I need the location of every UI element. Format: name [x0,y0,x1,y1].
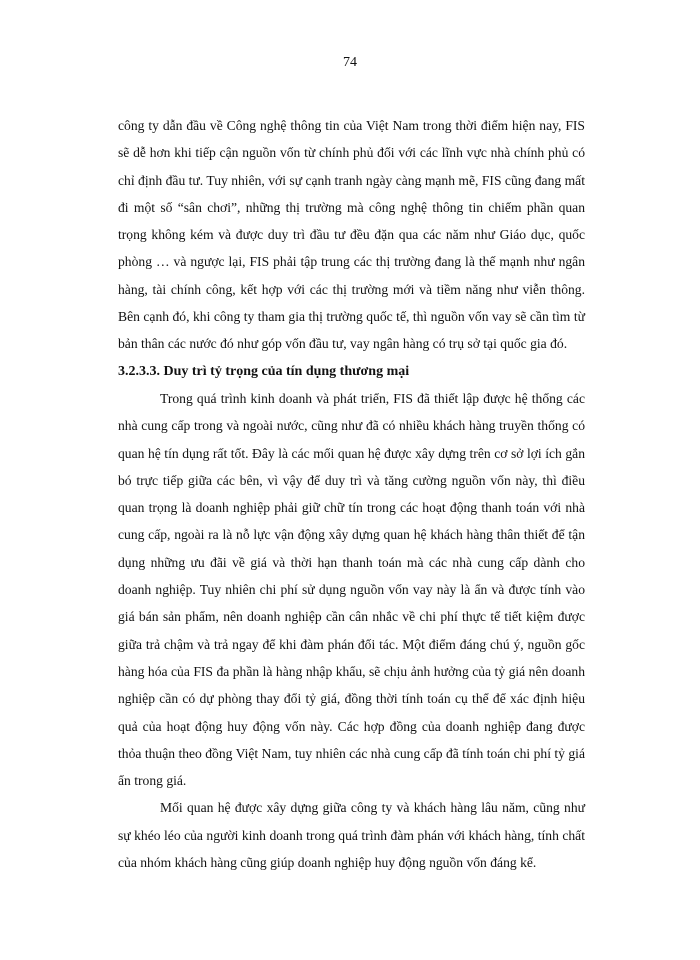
page-number: 74 [343,55,357,70]
body-paragraph-2: Trong quá trình kinh doanh và phát triển, FIS đã thiết lập được hệ thống các nhà cung cấp trong và ngoài nước, cũng như đã có nhiều khách hàng truyền thống có quan hệ tín dụng rất tốt. Đây là các mối quan hệ được xây dựng trên cơ sở lợi ích gắn bó trực tiếp giữa các bên, vì vậy để duy trì và tăng cường nguồn vốn này, thì điều quan trọng là doanh nghiệp phải giữ chữ tín trong các hoạt động thanh toán với nhà cung cấp, ngoài ra là nỗ lực vận động xây dựng quan hệ khách hàng thân thiết để tận dụng những ưu đãi về giá và thời hạn thanh toán mà các nhà cung cấp dành cho doanh nghiệp. Tuy nhiên chi phí sử dụng nguồn vốn vay này là ẩn và được tính vào giá bán sản phẩm, nên doanh nghiệp cần cân nhắc về chi phí thực tế tiết kiệm được giữa trả chậm và trả ngay để khi đàm phán đối tác. Một điểm đáng chú ý, nguồn gốc hàng hóa của FIS đa phần là hàng nhập khẩu, sẽ chịu ảnh hưởng của tỷ giá nên doanh nghiệp cần có dự phòng thay đổi tỷ giá, đồng thời tính toán cụ thể để xác định hiệu quả của hoạt động huy động vốn này. Các hợp đồng của doanh nghiệp đang được thỏa thuận theo đồng Việt Nam, tuy nhiên các nhà cung cấp đã tính toán chi phí tỷ giá ẩn trong giá. [118,390,585,789]
body-paragraph-1: công ty dẫn đầu về Công nghệ thông tin của Việt Nam trong thời điểm hiện nay, FIS sẽ dễ hơn khi tiếp cận nguồn vốn từ chính phủ đối với các lĩnh vực nhà chính phủ có chỉ định đầu tư. Tuy nhiên, với sự cạnh tranh ngày càng mạnh mẽ, FIS cũng đang mất đi một số “sân chơi”, những thị trường mà công nghệ thông tin chiếm phần quan trọng không kém và được duy trì đầu tư đều đặn qua các năm như Giáo dục, quốc phòng … và ngược lại, FIS phải tập trung các thị trường đang là thế mạnh như ngân hàng, tài chính công, kết hợp với các thị trường mới và tiềm năng như viễn thông. Bên cạnh đó, khi công ty tham gia thị trường quốc tế, thì nguồn vốn vay sẽ cần tìm từ bản thân các nước đó như góp vốn đầu tư, vay ngân hàng có trụ sở tại quốc gia đó. [118,118,585,352]
page-content [118,112,585,876]
body-paragraph-3: Mối quan hệ được xây dựng giữa công ty và khách hàng lâu năm, cũng như sự khéo léo của người kinh doanh trong quá trình đàm phán với khách hàng, tính chất của nhóm khách hàng cũng giúp doanh nghiệp huy động nguồn vốn đáng kể. [118,800,585,871]
section-heading: 3.2.3.3. Duy trì tỷ trọng của tín dụng thương mại [118,363,410,379]
